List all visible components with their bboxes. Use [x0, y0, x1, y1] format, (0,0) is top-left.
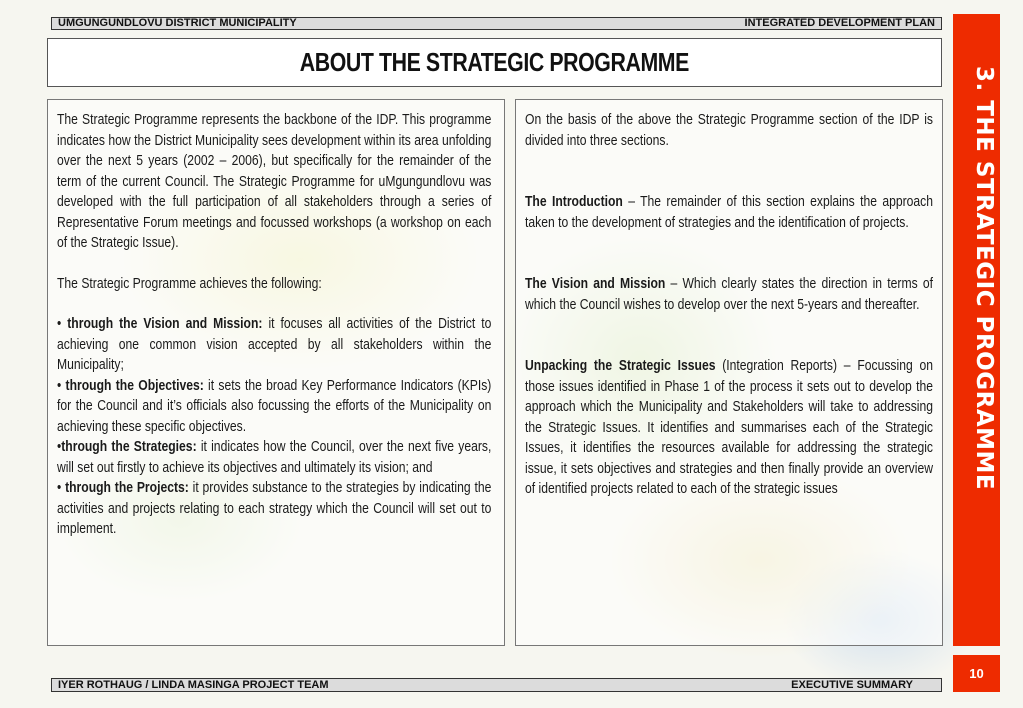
right-column-text [525, 110, 933, 520]
bullet-heading: through the Objectives: [65, 377, 204, 394]
achieves-paragraph: The Strategic Programme achieves the following: [57, 275, 322, 292]
bullet-text: it provides substance to the strategies by indicating the activities and projects relating to each strategy which the Council will set out to implement. [57, 480, 492, 537]
footer-right-text: EXECUTIVE SUMMARY [791, 678, 913, 691]
section-heading: Unpacking the Strategic Issues [525, 358, 716, 374]
section-text: – The remainder of this section explains the approach taken to the development of strategies and the identification of projects. [525, 194, 933, 231]
footer-left-text: IYER ROTHAUG / LINDA MASINGA PROJECT TEAM [58, 678, 329, 691]
bullet-item [57, 437, 491, 478]
title-box [47, 38, 942, 87]
right-intro-paragraph: On the basis of the above the Strategic Programme section of the IDP is divided into three sections. [525, 112, 933, 149]
left-intro-paragraph: The Strategic Programme represents the backbone of the IDP. This programme indicates how the District Municipality sees development within its area unfolding over the next 5 years (2002 – 2006), but specifically for the remainder of the term of the current Council. The Strategic Programme for uMgungundlovu was developed with the full participation of all stakeholders through a series of Representative Forum meetings and focussed workshops (a workshop on each of the Strategic Issue). [57, 112, 492, 251]
section-strategic-issues [525, 356, 933, 500]
header-left-text: UMGUNGUNDLOVU DISTRICT MUNICIPALITY [58, 17, 297, 29]
header-bar [51, 17, 942, 30]
bullet-heading: through the Projects: [65, 480, 189, 496]
section-text: – Which clearly states the direction in terms of which the Council wishes to develop over the next 5-years and thereafter. [525, 276, 933, 313]
bullet-marker: • [57, 316, 68, 332]
section-text: (Integration Reports) – Focussing on those issues identified in Phase 1 of the process it sets out to develop the approach which the Municipality and Stakeholders will take to addressing the Strategic Issues. It identifies and summarises each of the Strategic Issues, it identifies the resources available for addressing the strategic issue, it sets objectives and strategies and then finally provide an overview of identified projects related to each of the strategic issues [525, 358, 933, 497]
bullet-heading: through the Vision and Mission: [67, 316, 263, 332]
section-vision-mission [525, 274, 933, 315]
bullet-text: it focuses all activities of the District to achieving one common vision accepted by all stakeholders within the Municipality; [57, 316, 492, 373]
footer-bar [51, 678, 942, 692]
bullet-marker: • [57, 377, 66, 394]
page-title: ABOUT THE STRATEGIC PROGRAMME [299, 47, 690, 77]
bullet-item [57, 376, 491, 438]
bullet-marker: • [57, 480, 66, 496]
page-number: 10 [953, 655, 1000, 692]
bullet-text: it indicates how the Council, over the next five years, will set out firstly to achieve its objectives and ultimately its vision; and [57, 439, 492, 476]
left-column-text [57, 110, 491, 540]
bullet-marker: • [57, 439, 62, 455]
section-heading: The Vision and Mission [525, 276, 666, 292]
bullet-text: it sets the broad Key Performance Indicators (KPIs) for the Council and it’s officials also focussing the efforts of the Municipality on achieving these specific objectives. [57, 377, 492, 435]
right-column [515, 99, 943, 646]
header-right-text: INTEGRATED DEVELOPMENT PLAN [744, 17, 935, 29]
left-column [47, 99, 505, 646]
section-heading: The Introduction [525, 194, 623, 210]
chapter-title: 3. THE STRATEGIC PROGRAMME [971, 66, 997, 491]
bullet-heading: through the Strategies: [61, 439, 197, 455]
bullet-item [57, 478, 491, 540]
bullet-item [57, 314, 491, 376]
section-introduction [525, 192, 933, 233]
